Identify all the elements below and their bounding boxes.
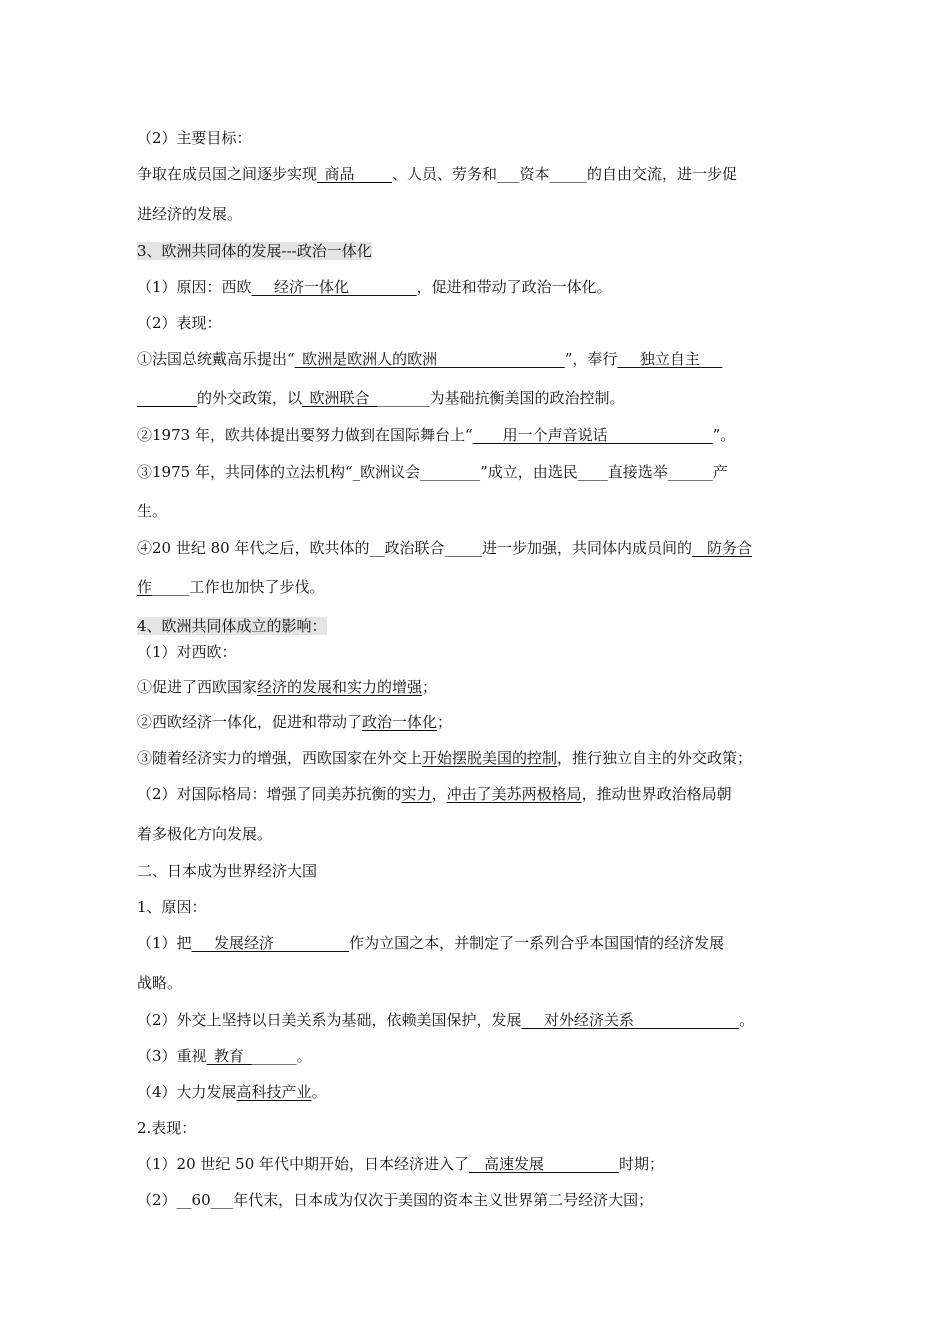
line-impact-3: ③随着经济实力的增强，西欧国家在外交上开始摆脱美国的控制，推行独立自主的外交政策；: [137, 749, 753, 767]
line-manifestation-heading: （2）表现：: [137, 314, 222, 332]
answer-independence: ___独立自主___: [617, 350, 723, 368]
answer-goods: _商品_____: [317, 165, 393, 183]
line-de-gaulle: ①法国总统戴高乐提出“_欧洲是欧洲人的欧洲_________________”，奉行___独立自主___: [137, 350, 723, 368]
line-impact-2: ②西欧经济一体化，促进和带动了政治一体化；: [137, 713, 453, 731]
line-main-goal-cont: 进经济的发展。: [137, 205, 243, 223]
line-impact-international: （2）对国际格局：增强了同美苏抗衡的实力，冲击了美苏两极格局，推动世界政治格局朝: [137, 785, 732, 803]
section-heading-japan: 二、日本成为世界经济大国: [137, 862, 318, 880]
answer-high-tech: 高科技产业: [236, 1083, 312, 1101]
line-japan-manifest-2: （2）__60___年代末，日本成为仅次于美国的资本主义世界第二号经济大国；: [137, 1191, 654, 1209]
answer-rapid-development: __高速发展__________: [469, 1155, 620, 1173]
line-japan-manifest-1: （1）20 世纪 50 年代中期开始，日本经济进入了__高速发展__________时期；: [137, 1155, 665, 1173]
answer-economic-integration: ___经济一体化_________: [251, 278, 417, 296]
line-japan-reason-1: （1）把___发展经济__________作为立国之本，并制定了一系列合乎本国国情的经济发展: [137, 934, 725, 952]
line-1980s: ④20 世纪 80 年代之后，欧共体的__政治联合_____进一步加强，共同体内成员间的__防务合: [137, 539, 752, 557]
line-japan-reason-3: （3）重视_教育_______。: [137, 1047, 312, 1065]
answer-develop-economy: ___发展经济__________: [191, 934, 350, 952]
line-1975: ③1975 年，共同体的立法机构“_欧洲议会________”成立，由选民____直接选举______产: [137, 463, 728, 481]
line-japan-manifestation: 2.表现：: [137, 1119, 197, 1137]
line-impact-international-cont: 着多极化方向发展。: [137, 825, 273, 843]
section-heading-4: 4、欧洲共同体成立的影响：: [137, 617, 327, 635]
answer-one-voice: ____用一个声音说话______________: [472, 426, 713, 444]
line-japan-reason-4: （4）大力发展高科技产业。: [137, 1083, 327, 1101]
line-japan-reason-1-cont: 战略。: [137, 974, 183, 992]
answer-europe-of-europeans: _欧洲是欧洲人的欧洲_________________: [294, 350, 565, 368]
line-main-goal-heading: （2）主要目标：: [137, 129, 252, 147]
line-japan-reason-2: （2）外交上坚持以日美关系为基础，依赖美国保护，发展___对外经济关系______________。: [137, 1011, 755, 1029]
line-1973: ②1973 年，欧共体提出要努力做到在国际舞台上“____用一个声音说话______________”。: [137, 426, 736, 444]
answer-european-union: _欧洲联合_: [302, 389, 378, 407]
line-main-goal: 争取在成员国之间逐步实现_商品_____、人员、劳务和___资本_____的自由交流，进一步促: [137, 165, 738, 183]
line-1975-cont: 生。: [137, 502, 168, 520]
line-1980s-cont: 作_____工作也加快了步伐。: [137, 578, 325, 596]
line-japan-reasons: 1、原因：: [137, 898, 207, 916]
line-de-gaulle-cont: ________的外交政策，以_欧洲联合________为基础抗衡美国的政治控制。: [137, 389, 625, 407]
section-heading-3: 3、欧洲共同体的发展---政治一体化: [137, 242, 372, 260]
answer-education: _教育_: [206, 1047, 252, 1065]
line-impact-west-europe: （1）对西欧：: [137, 643, 237, 661]
line-impact-1: ①促进了西欧国家经济的发展和实力的增强；: [137, 678, 438, 696]
line-reason: （1）原因：西欧___经济一体化_________，促进和带动了政治一体化。: [137, 278, 612, 296]
answer-defense-coop: __防务合: [691, 539, 752, 557]
answer-foreign-economic-relations: ___对外经济关系______________: [521, 1011, 740, 1029]
